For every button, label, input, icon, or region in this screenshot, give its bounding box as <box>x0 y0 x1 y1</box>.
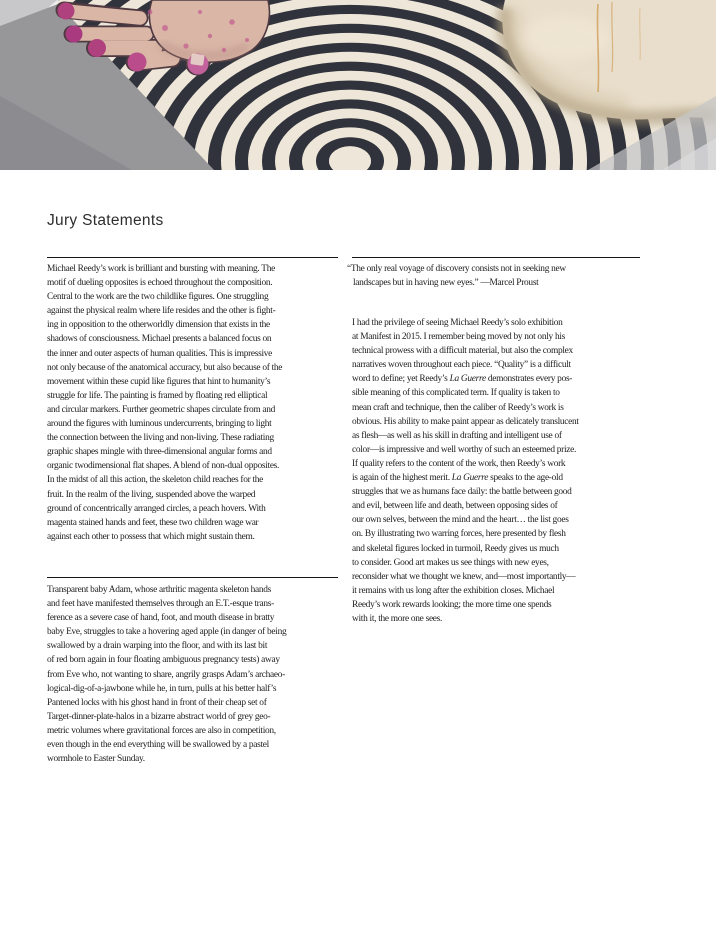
text-line: “The only real voyage of discovery consists not in seeking new <box>347 264 566 274</box>
text-line: movement within these cupid like figures that hint to humanity’s <box>47 376 271 387</box>
text-line: fruit. In the realm of the living, suspended above the warped <box>47 489 256 500</box>
text-line: Central to the work are the two childlike figures. One struggling <box>47 292 269 303</box>
text-line: Target-dinner-plate-halos in a bizarre abstract world of grey geo- <box>47 711 271 722</box>
page-title: Jury Statements <box>47 212 164 229</box>
jury-statement-1-part-1 <box>47 262 282 544</box>
text-line: and circular markers. Further geometric shapes circulate from and <box>47 404 276 415</box>
divider-left-2 <box>47 577 338 578</box>
text-line: shadows of consciousness. Michael presents a balanced focus on <box>47 334 272 345</box>
text-line: the connection between the living and non-living. These radiating <box>47 433 274 444</box>
text-line: and evil, between life and death, between opposing sides of <box>352 501 558 512</box>
text-line: Pantened locks with his ghost hand in front of their cheap set of <box>47 697 267 708</box>
text-line: with it, the more one sees. <box>352 613 443 624</box>
jury-statement-1-part-2 <box>47 583 286 766</box>
text-line: I had the privilege of seeing Michael Reedy’s solo exhibition <box>352 318 563 328</box>
text-line: our own selves, between the mind and the heart… the list goes <box>352 515 569 526</box>
divider-left-1 <box>47 257 338 258</box>
text-line: and feet have manifested themselves through an E.T.-esque trans- <box>47 599 274 610</box>
text-line: organic twodimensional flat shapes. A blend of non-dual opposites. <box>47 461 280 472</box>
text-line: against each other to possess that which might sustain them. <box>47 531 255 542</box>
text-line: word to define; yet Reedy’s La Guerre demonstrates every pos- <box>352 374 573 385</box>
text-line: struggle for life. The painting is framed by floating red elliptical <box>47 390 268 401</box>
text-line: at Manifest in 2015. I remember being moved by not only his <box>352 332 565 343</box>
text-line: ground of concentrically arranged circles, a peach hovers. With <box>47 503 266 514</box>
text-line: struggles that we as humans face daily: the battle between good <box>352 487 572 498</box>
text-line: magenta stained hands and feet, these two children wage war <box>47 517 259 528</box>
text-line: obvious. His ability to make paint appear as delicately translucent <box>352 416 579 427</box>
artwork-image <box>0 0 716 170</box>
text-line: on. By illustrating two warring forces, here presented by flesh <box>352 529 566 540</box>
text-line: In the midst of all this action, the skeleton child reaches for the <box>47 475 264 486</box>
text-line: is again of the highest merit. La Guerre speaks to the age-old <box>352 473 563 484</box>
jury-statement-2 <box>352 316 579 626</box>
text-line: sible meaning of this complicated term. If quality is taken to <box>352 388 560 399</box>
text-line: of red born again in four floating ambiguous pregnancy tests) away <box>47 655 280 666</box>
proust-quote <box>347 262 566 290</box>
text-line: the inner and outer aspects of human qualities. This is impressive <box>47 348 273 359</box>
text-line: swallowed by a drain warping into the floor, and with its last bit <box>47 641 268 652</box>
text-line: as flesh—as well as his skill in drafting and intelligent use of <box>352 430 562 441</box>
text-line: Transparent baby Adam, whose arthritic magenta skeleton hands <box>47 585 272 595</box>
text-line: Reedy’s work rewards looking; the more time one spends <box>352 599 552 610</box>
text-line: reconsider what we thought we knew, and—most importantly— <box>352 571 576 582</box>
text-line: against the physical realm where life resides and the other is fight- <box>47 306 276 317</box>
text-line: technical prowess with a difficult material, but also the complex <box>352 346 573 357</box>
text-line: mean craft and technique, then the caliber of Reedy’s work is <box>352 402 564 413</box>
text-line: motif of dueling opposites is echoed throughout the composition. <box>47 278 273 289</box>
text-line: If quality refers to the content of the work, then Reedy’s work <box>352 458 566 469</box>
text-line: graphic shapes mingle with three-dimensional angular forms and <box>47 447 272 458</box>
divider-right <box>352 257 640 258</box>
text-line: baby Eve, struggles to take a hovering aged apple (in danger of being <box>47 627 287 638</box>
text-line: around the figures with luminous undercurrents, bringing to light <box>47 419 272 430</box>
text-line: Michael Reedy’s work is brilliant and bursting with meaning. The <box>47 264 275 274</box>
text-line: landscapes but in having new eyes.” —Marcel Proust <box>353 278 539 289</box>
text-line: ing in opposition to the otherworldly dimension that exists in the <box>47 320 270 331</box>
text-line: metric volumes where gravitational forces are also in competition, <box>47 725 276 736</box>
text-line: not only because of the anatomical accuracy, but also because of the <box>47 362 283 373</box>
text-line: to consider. Good art makes us see things with new eyes, <box>352 557 549 568</box>
text-line: ference as a severe case of hand, foot, and mouth disease in bratty <box>47 613 275 624</box>
text-line: color—is impressive and well worthy of such an esteemed prize. <box>352 444 577 455</box>
text-line: it remains with us long after the exhibition closes. Michael <box>352 585 555 596</box>
text-line: and skeletal figures locked in turmoil, Reedy gives us much <box>352 543 559 554</box>
text-line: even though in the end everything will be swallowed by a pastel <box>47 740 269 751</box>
text-line: wormhole to Easter Sunday. <box>47 754 145 765</box>
text-line: from Eve who, not wanting to share, angrily grasps Adam’s archaeo- <box>47 669 285 680</box>
text-line: narratives woven throughout each piece. “Quality” is a difficult <box>352 360 571 371</box>
text-line: logical-dig-of-a-jawbone while he, in turn, pulls at his better half’s <box>47 683 277 694</box>
